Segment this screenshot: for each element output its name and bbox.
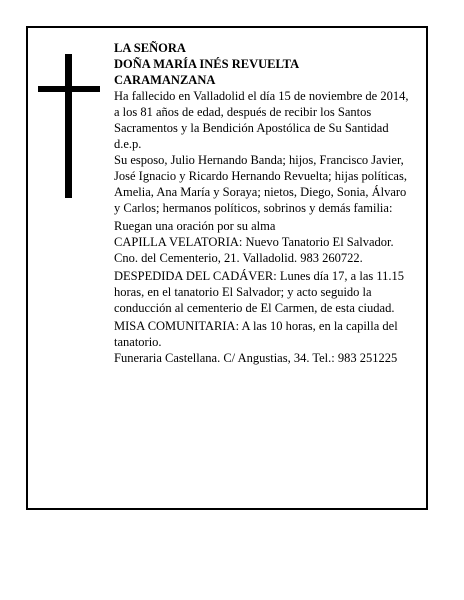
title: LA SEÑORA [114,41,186,55]
deceased-name-line1: DOÑA MARÍA INÉS REVUELTA [114,57,300,71]
cross-icon [38,54,100,198]
obituary-text [114,40,414,366]
cross-horizontal-bar [38,86,100,92]
death-statement: Ha fallecido en Valladolid el día 15 de noviembre de 2014, a los 81 años de edad, después de recibir los Santos Sacramentos y la Bendición Apostólica de Su Santidad [114,89,409,135]
cross-vertical-bar [65,54,72,198]
rip: d.e.p. [114,137,142,151]
farewell-info: DESPEDIDA DEL CADÁVER: Lunes día 17, a las 11.15 horas, en el tanatorio El Salvador; y acto seguido la conducción al cementerio de El Carmen, de esta ciudad. [114,269,405,315]
mass-info: MISA COMUNITARIA: A las 10 horas, en la capilla del tanatorio. [114,319,398,349]
prayer-request: Ruegan una oración por su alma [114,219,276,233]
funeral-home-info: Funeraria Castellana. C/ Angustias, 34. Tel.: 983 251225 [114,351,398,365]
deceased-name-line2: CARAMANZANA [114,73,216,87]
family-list: Su esposo, Julio Hernando Banda; hijos, Francisco Javier, José Ignacio y Ricardo Hernando Revuelta; hijas políticas, Amelia, Ana María y Soraya; nietos, Diego, Sonia, Álvaro y Carlos; hermanos políticos, sobrinos y demás familia: [114,153,407,215]
chapel-info: CAPILLA VELATORIA: Nuevo Tanatorio El Salvador. Cno. del Cementerio, 21. Valladolid. 983 260722. [114,235,394,265]
